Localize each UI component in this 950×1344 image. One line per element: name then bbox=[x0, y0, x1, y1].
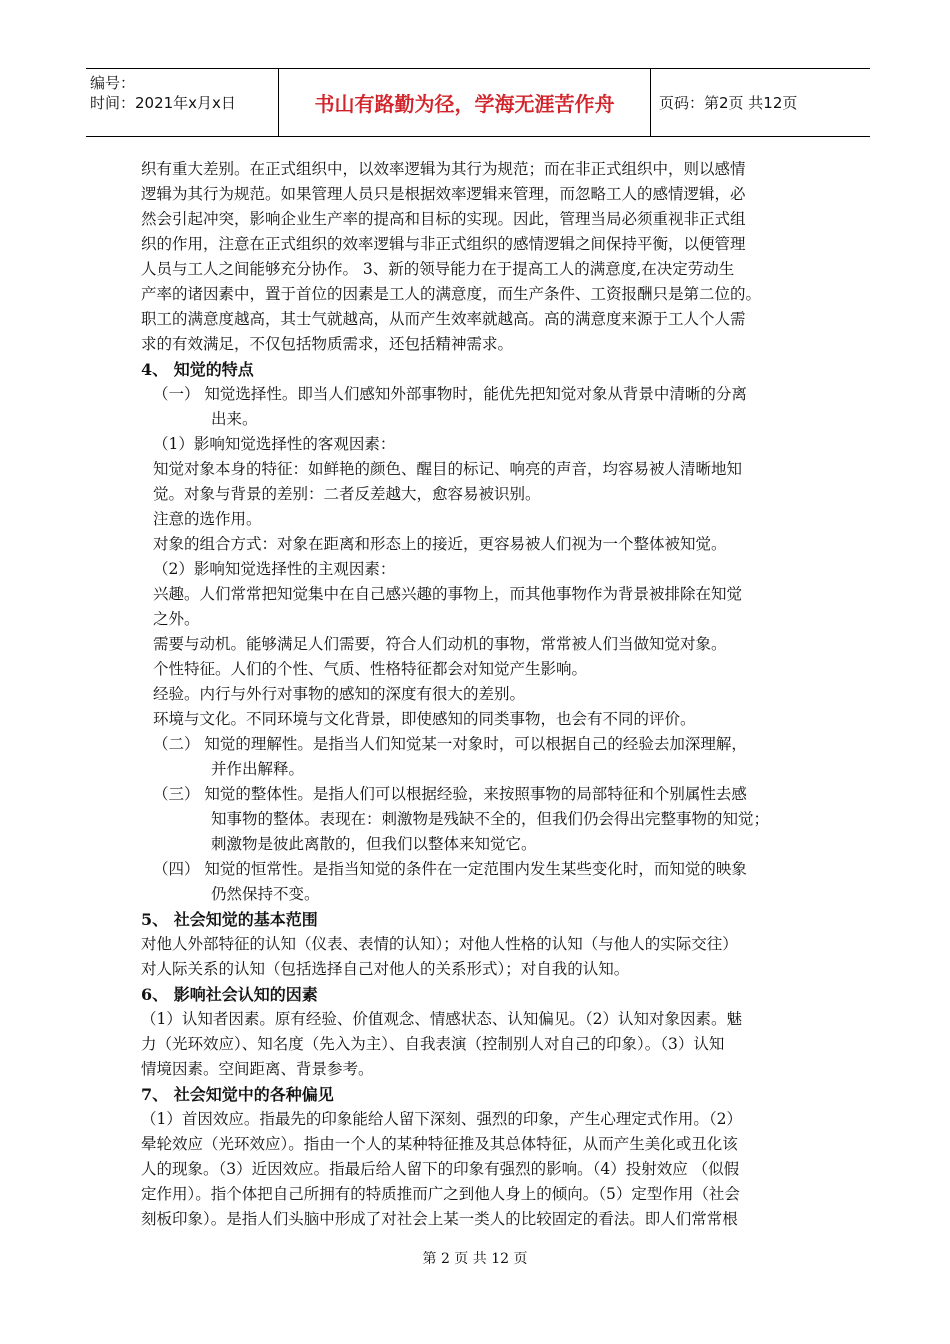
body-line: 逻辑为其行为规范。如果管理人员只是根据效率逻辑来管理，而忽略工人的感情逻辑，必 bbox=[141, 185, 746, 203]
body-line: 之外。 bbox=[153, 610, 200, 628]
date-label: 时间：2021年x月x日 bbox=[90, 94, 236, 112]
body-line: 人的现象。（3）近因效应。指最后给人留下的印象有强烈的影响。（4）投射效应 （似假 bbox=[141, 1160, 740, 1178]
body-line: （四） 知觉的恒常性。是指当知觉的条件在一定范围内发生某些变化时，而知觉的映象 bbox=[153, 860, 747, 878]
page-footer: 第 2 页 共 12 页 bbox=[422, 1251, 528, 1267]
body-line: 对人际关系的认知（包括选择自己对他人的关系形式）；对自我的认知。 bbox=[141, 960, 630, 978]
body-line: 织有重大差别。在正式组织中，以效率逻辑为其行为规范；而在非正式组织中，则以感情 bbox=[141, 160, 746, 178]
body-line: 经验。内行与外行对事物的感知的深度有很大的差别。 bbox=[153, 685, 526, 703]
body-line: 觉。对象与背景的差别：二者反差越大，愈容易被识别。 bbox=[153, 485, 541, 503]
body-line: 知事物的整体。表现在：刺激物是残缺不全的，但我们仍会得出完整事物的知觉； bbox=[211, 810, 770, 828]
body-line: 产率的诸因素中，置于首位的因素是工人的满意度，而生产条件、工资报酬只是第二位的。 bbox=[141, 285, 762, 303]
body-line: 出来。 bbox=[211, 410, 258, 428]
body-line: （1）影响知觉选择性的客观因素： bbox=[153, 435, 396, 453]
body-line: 人员与工人之间能够充分协作。 3、新的领导能力在于提高工人的满意度,在决定劳动生 bbox=[141, 260, 735, 278]
body-line: （三） 知觉的整体性。是指人们可以根据经验，来按照事物的局部特征和个别属性去感 bbox=[153, 785, 747, 803]
section-heading-7: 7、 社会知觉中的各种偏见 bbox=[141, 1085, 334, 1104]
body-line: 环境与文化。不同环境与文化背景，即使感知的同类事物，也会有不同的评价。 bbox=[153, 710, 696, 728]
body-line: 刺激物是彼此离散的，但我们以整体来知觉它。 bbox=[211, 835, 537, 853]
page-header bbox=[86, 68, 870, 137]
body-line: （2）影响知觉选择性的主观因素： bbox=[153, 560, 396, 578]
body-line: 个性特征。人们的个性、气质、性格特征都会对知觉产生影响。 bbox=[153, 660, 588, 678]
body-line: （1）认知者因素。原有经验、价值观念、情感状态、认知偏见。（2）认知对象因素。魅 bbox=[141, 1010, 742, 1028]
body-line: 对象的组合方式：对象在距离和形态上的接近，更容易被人们视为一个整体被知觉。 bbox=[153, 535, 727, 553]
body-line: 求的有效满足，不仅包括物质需求，还包括精神需求。 bbox=[141, 335, 514, 353]
number-label: 编号： bbox=[90, 74, 136, 92]
section-heading-5: 5、 社会知觉的基本范围 bbox=[141, 910, 318, 929]
body-line: 知觉对象本身的特征：如鲜艳的颜色、醒目的标记、响亮的声音，均容易被人清晰地知 bbox=[153, 460, 743, 478]
header-meta bbox=[86, 69, 279, 136]
body-line: 力（光环效应）、知名度（先入为主）、自我表演（控制别人对自己的印象）。（3）认知 bbox=[141, 1035, 725, 1053]
section-heading-4: 4、 知觉的特点 bbox=[141, 360, 254, 379]
document-body bbox=[141, 157, 821, 1232]
body-line: （1）首因效应。指最先的印象能给人留下深刻、强烈的印象，产生心理定式作用。（2） bbox=[141, 1110, 742, 1128]
body-line: 注意的选作用。 bbox=[153, 510, 262, 528]
body-line: 定作用）。指个体把自己所拥有的特质推而广之到他人身上的倾向。（5）定型作用（社会 bbox=[141, 1185, 740, 1203]
body-line: 然会引起冲突，影响企业生产率的提高和目标的实现。因此，管理当局必须重视非正式组 bbox=[141, 210, 746, 228]
body-line: 织的作用，注意在正式组织的效率逻辑与非正式组织的感情逻辑之间保持平衡，以便管理 bbox=[141, 235, 746, 253]
body-line: 情境因素。空间距离、背景参考。 bbox=[141, 1060, 374, 1078]
header-motto: 书山有路勤为径，学海无涯苦作舟 bbox=[279, 69, 651, 136]
section-heading-6: 6、 影响社会认知的因素 bbox=[141, 985, 318, 1004]
body-line: 晕轮效应（光环效应）。指由一个人的某种特征推及其总体特征，从而产生美化或丑化该 bbox=[141, 1135, 738, 1153]
body-line: 需要与动机。能够满足人们需要，符合人们动机的事物，常常被人们当做知觉对象。 bbox=[153, 635, 727, 653]
body-line: （二） 知觉的理解性。是指当人们知觉某一对象时，可以根据自己的经验去加深理解， bbox=[153, 735, 747, 753]
body-line: 职工的满意度越高，其士气就越高，从而产生效率就越高。高的满意度来源于工人个人需 bbox=[141, 310, 746, 328]
body-line: 兴趣。人们常常把知觉集中在自己感兴趣的事物上，而其他事物作为背景被排除在知觉 bbox=[153, 585, 743, 603]
header-page-label: 页码：第2页 共12页 bbox=[659, 94, 798, 112]
body-line: 仍然保持不变。 bbox=[211, 885, 320, 903]
body-line: （一） 知觉选择性。即当人们感知外部事物时，能优先把知觉对象从背景中清晰的分离 bbox=[153, 385, 747, 403]
body-line: 对他人外部特征的认知（仪表、表情的认知）；对他人性格的认知（与他人的实际交往） bbox=[141, 935, 738, 953]
body-line: 刻板印象）。是指人们头脑中形成了对社会上某一类人的比较固定的看法。即人们常常根 bbox=[141, 1210, 738, 1228]
body-line: 并作出解释。 bbox=[211, 760, 305, 778]
